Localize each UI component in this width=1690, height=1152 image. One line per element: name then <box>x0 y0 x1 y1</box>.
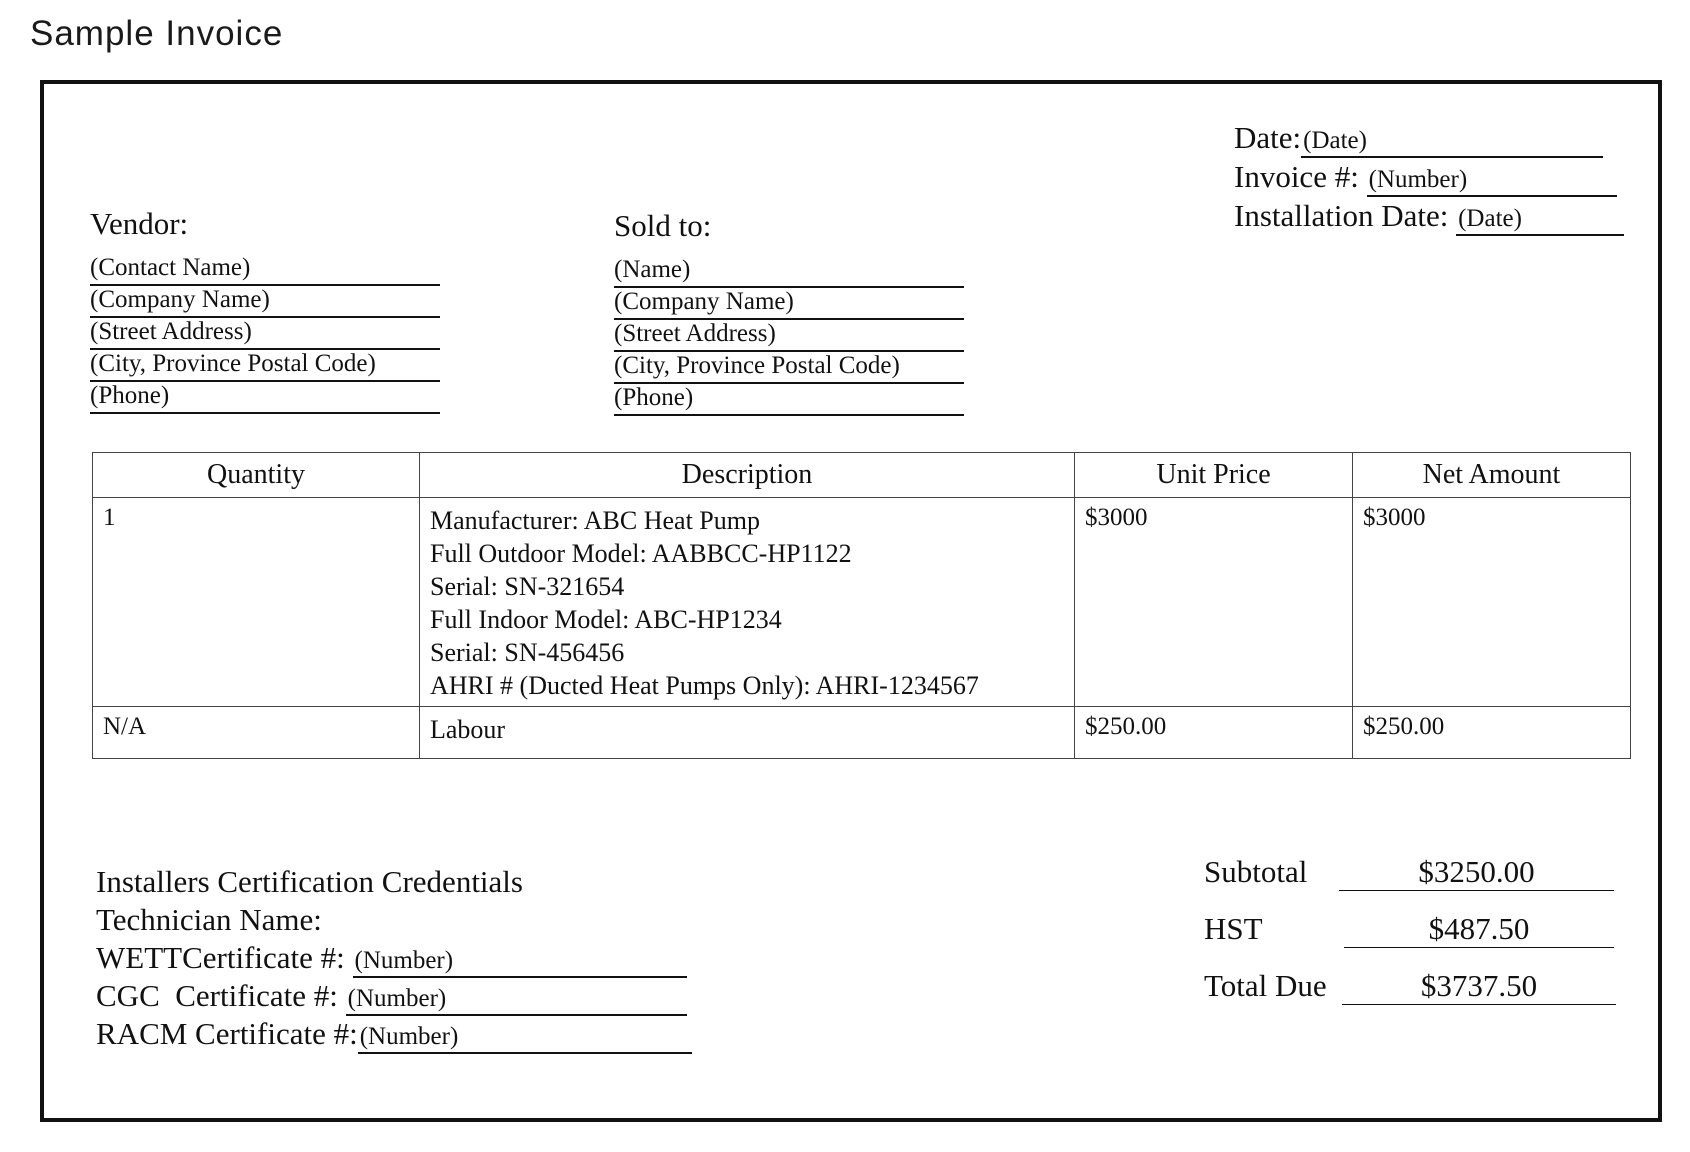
description-line: Labour <box>430 715 506 744</box>
row-unit-price: $3000 <box>1075 498 1353 707</box>
row-net-amount: $3000 <box>1353 498 1631 707</box>
sold-to-address <box>614 256 964 416</box>
subtotal-value: $3250.00 <box>1339 854 1614 891</box>
sold-to-phone: (Phone) <box>614 384 964 416</box>
installation-date-label: Installation Date: <box>1234 198 1449 233</box>
cgc-certificate-label: CGC Certificate #: <box>96 978 338 1013</box>
header-description: Description <box>420 453 1075 498</box>
table-header-row <box>93 453 1631 498</box>
vendor-contact-name: (Contact Name) <box>90 254 440 286</box>
racm-certificate-field <box>96 1016 692 1054</box>
installation-date-field <box>1234 198 1624 236</box>
row-unit-price: $250.00 <box>1075 707 1353 759</box>
row-description <box>420 707 1075 759</box>
sold-to-company-name: (Company Name) <box>614 288 964 320</box>
racm-certificate-value: (Number) <box>358 1022 692 1054</box>
hst-value: $487.50 <box>1344 911 1614 948</box>
certification-section <box>96 864 692 1054</box>
certification-title: Installers Certification Credentials <box>96 864 523 899</box>
description-line: Manufacturer: ABC Heat Pump <box>430 506 760 535</box>
sold-to-heading: Sold to: <box>614 208 712 243</box>
row-description <box>420 498 1075 707</box>
wett-certificate-label: WETTCertificate #: <box>96 940 345 975</box>
description-line: Serial: SN-321654 <box>430 572 625 601</box>
invoice-number-value: (Number) <box>1367 165 1617 197</box>
row-net-amount: $250.00 <box>1353 707 1631 759</box>
page-title: Sample Invoice <box>30 14 284 53</box>
vendor-phone: (Phone) <box>90 382 440 414</box>
invoice-number-label: Invoice #: <box>1234 159 1359 194</box>
header-quantity: Quantity <box>93 453 420 498</box>
wett-certificate-field <box>96 940 692 978</box>
technician-name-label: Technician Name: <box>96 902 322 937</box>
subtotal-label: Subtotal <box>1204 854 1308 889</box>
sold-to-street-address: (Street Address) <box>614 320 964 352</box>
vendor-city: (City, Province Postal Code) <box>90 350 440 382</box>
invoice-number-field <box>1234 159 1617 197</box>
cgc-certificate-field <box>96 978 692 1016</box>
installation-date-value: (Date) <box>1456 204 1624 236</box>
total-due-label: Total Due <box>1204 968 1327 1003</box>
vendor-address <box>90 254 440 414</box>
date-label: Date: <box>1234 120 1302 155</box>
description-line: Serial: SN-456456 <box>430 638 625 667</box>
sold-to-name: (Name) <box>614 256 964 288</box>
racm-certificate-label: RACM Certificate #: <box>96 1016 358 1051</box>
header-net-amount: Net Amount <box>1353 453 1631 498</box>
date-field <box>1234 120 1603 158</box>
description-line: Full Indoor Model: ABC-HP1234 <box>430 605 782 634</box>
row-quantity: N/A <box>93 707 420 759</box>
vendor-heading: Vendor: <box>90 206 189 241</box>
invoice-document <box>40 80 1662 1122</box>
description-line: Full Outdoor Model: AABBCC-HP1122 <box>430 539 852 568</box>
vendor-company-name: (Company Name) <box>90 286 440 318</box>
line-items-table <box>92 452 1631 759</box>
table-row <box>93 707 1631 759</box>
wett-certificate-value: (Number) <box>353 946 687 978</box>
description-line: AHRI # (Ducted Heat Pumps Only): AHRI-1234567 <box>430 671 979 700</box>
header-unit-price: Unit Price <box>1075 453 1353 498</box>
date-value: (Date) <box>1301 126 1603 158</box>
cgc-certificate-value: (Number) <box>346 984 687 1016</box>
total-due-value: $3737.50 <box>1342 968 1616 1005</box>
row-quantity: 1 <box>93 498 420 707</box>
table-row <box>93 498 1631 707</box>
sold-to-city: (City, Province Postal Code) <box>614 352 964 384</box>
hst-label: HST <box>1204 911 1263 946</box>
vendor-street-address: (Street Address) <box>90 318 440 350</box>
